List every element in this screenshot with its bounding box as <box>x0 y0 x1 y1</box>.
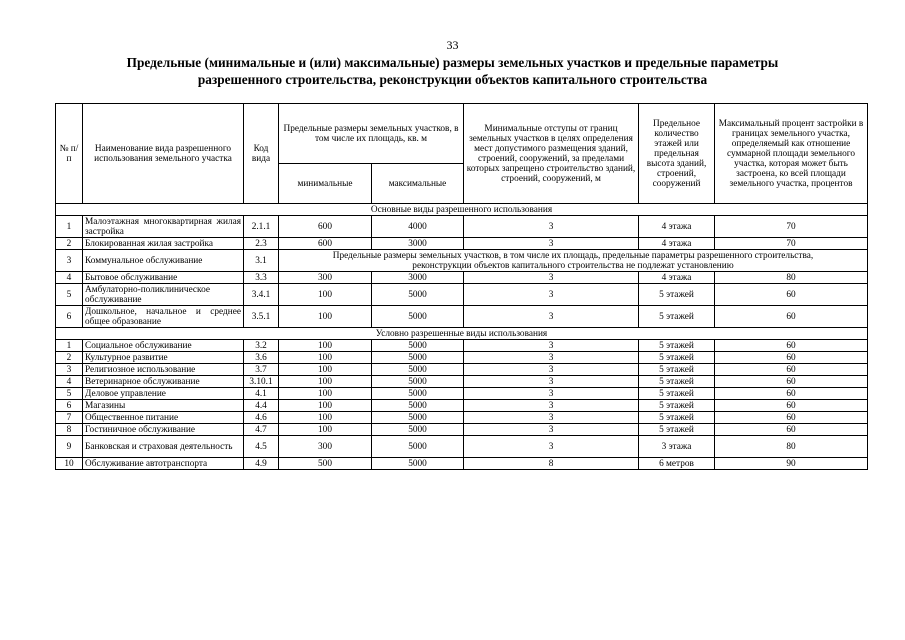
cell-coverage: 60 <box>715 284 868 306</box>
cell-name: Коммунальное обслуживание <box>83 250 244 272</box>
cell-max: 5000 <box>372 284 464 306</box>
cell-code: 4.6 <box>244 412 279 424</box>
cell-floors: 6 метров <box>639 458 715 470</box>
header-coverage: Максимальный процент застройки в границах земельного участка, определяемый как отношение суммарной площади земельного участка, которая может быть застроена, ко всей площади земельного участка, процентов <box>715 104 868 204</box>
cell-floors: 5 этажей <box>639 340 715 352</box>
cell-code: 3.10.1 <box>244 376 279 388</box>
cell-min: 300 <box>279 436 372 458</box>
cell-name: Банковская и страховая деятельность <box>83 436 244 458</box>
cell-min: 100 <box>279 284 372 306</box>
cell-min: 100 <box>279 412 372 424</box>
cell-max: 3000 <box>372 238 464 250</box>
section-conditional-uses: Условно разрешенные виды использования <box>56 328 868 340</box>
cell-max: 5000 <box>372 364 464 376</box>
cell-coverage: 70 <box>715 216 868 238</box>
cell-max: 4000 <box>372 216 464 238</box>
cell-floors: 4 этажа <box>639 216 715 238</box>
page-number: 33 <box>446 38 459 52</box>
cell-num: 7 <box>56 412 83 424</box>
cell-coverage: 60 <box>715 340 868 352</box>
cell-name: Магазины <box>83 400 244 412</box>
cell-max: 5000 <box>372 388 464 400</box>
cell-setback: 3 <box>464 412 639 424</box>
cell-name: Блокированная жилая застройка <box>83 238 244 250</box>
cell-coverage: 60 <box>715 412 868 424</box>
land-use-parameters-table <box>55 103 868 470</box>
cell-num: 5 <box>56 388 83 400</box>
cell-min: 600 <box>279 238 372 250</box>
cell-min: 100 <box>279 424 372 436</box>
cell-min: 500 <box>279 458 372 470</box>
cell-setback: 3 <box>464 306 639 328</box>
cell-max: 5000 <box>372 458 464 470</box>
cell-floors: 5 этажей <box>639 400 715 412</box>
cell-name: Обслуживание автотранспорта <box>83 458 244 470</box>
cell-min: 100 <box>279 376 372 388</box>
cell-num: 3 <box>56 364 83 376</box>
table-row <box>56 340 868 352</box>
table-row <box>56 424 868 436</box>
cell-code: 3.5.1 <box>244 306 279 328</box>
cell-coverage: 70 <box>715 238 868 250</box>
cell-setback: 3 <box>464 284 639 306</box>
cell-num: 10 <box>56 458 83 470</box>
table-row <box>56 306 868 328</box>
note-line-2: реконструкции объектов капитального строительства не подлежат установлению <box>412 260 734 271</box>
table-row <box>56 400 868 412</box>
title-line-2: разрешенного строительства, реконструкции объектов капитального строительства <box>197 72 708 87</box>
cell-setback: 3 <box>464 400 639 412</box>
cell-num: 4 <box>56 376 83 388</box>
cell-coverage: 60 <box>715 352 868 364</box>
cell-floors: 4 этажа <box>639 272 715 284</box>
cell-coverage: 60 <box>715 376 868 388</box>
cell-code: 4.5 <box>244 436 279 458</box>
section-main-uses: Основные виды разрешенного использования <box>56 204 868 216</box>
cell-floors: 5 этажей <box>639 376 715 388</box>
table-row <box>56 412 868 424</box>
header-max: максимальные <box>372 164 464 204</box>
cell-code: 4.1 <box>244 388 279 400</box>
cell-name: Общественное питание <box>83 412 244 424</box>
cell-floors: 5 этажей <box>639 364 715 376</box>
cell-num: 6 <box>56 400 83 412</box>
cell-floors: 3 этажа <box>639 436 715 458</box>
cell-name: Ветеринарное обслуживание <box>83 376 244 388</box>
cell-name: Деловое управление <box>83 388 244 400</box>
cell-max: 5000 <box>372 400 464 412</box>
cell-num: 9 <box>56 436 83 458</box>
cell-max: 5000 <box>372 376 464 388</box>
cell-num: 3 <box>56 250 83 272</box>
table-row <box>56 250 868 272</box>
cell-code: 2.1.1 <box>244 216 279 238</box>
cell-num: 6 <box>56 306 83 328</box>
cell-num: 1 <box>56 216 83 238</box>
cell-name: Религиозное использование <box>83 364 244 376</box>
cell-floors: 5 этажей <box>639 412 715 424</box>
cell-name: Социальное обслуживание <box>83 340 244 352</box>
cell-setback: 3 <box>464 424 639 436</box>
cell-code: 2.3 <box>244 238 279 250</box>
cell-name: Амбулаторно-поликлиническое обслуживание <box>83 284 244 306</box>
cell-max: 5000 <box>372 436 464 458</box>
cell-setback: 3 <box>464 340 639 352</box>
cell-coverage: 90 <box>715 458 868 470</box>
cell-coverage: 60 <box>715 364 868 376</box>
cell-floors: 5 этажей <box>639 352 715 364</box>
cell-setback: 3 <box>464 216 639 238</box>
table-row <box>56 376 868 388</box>
cell-max: 5000 <box>372 306 464 328</box>
cell-code: 4.9 <box>244 458 279 470</box>
cell-min: 100 <box>279 352 372 364</box>
cell-num: 5 <box>56 284 83 306</box>
cell-code: 4.7 <box>244 424 279 436</box>
header-number: № п/п <box>56 104 83 204</box>
cell-min: 100 <box>279 400 372 412</box>
cell-coverage: 80 <box>715 272 868 284</box>
cell-code: 3.6 <box>244 352 279 364</box>
cell-setback: 8 <box>464 458 639 470</box>
cell-code: 3.7 <box>244 364 279 376</box>
cell-name: Бытовое обслуживание <box>83 272 244 284</box>
header-use-name: Наименование вида разрешенного использования земельного участка <box>83 104 244 204</box>
cell-coverage: 60 <box>715 424 868 436</box>
cell-code: 3.3 <box>244 272 279 284</box>
title-line-1: Предельные (минимальные и (или) максимальные) размеры земельных участков и предельные параметры <box>126 55 779 70</box>
cell-code: 3.2 <box>244 340 279 352</box>
cell-max: 5000 <box>372 340 464 352</box>
table-row <box>56 272 868 284</box>
cell-num: 2 <box>56 238 83 250</box>
cell-name: Дошкольное, начальное и среднее общее образование <box>83 306 244 328</box>
cell-setback: 3 <box>464 238 639 250</box>
cell-setback: 3 <box>464 352 639 364</box>
cell-name: Малоэтажная многоквартирная жилая застройка <box>83 216 244 238</box>
table-row <box>56 238 868 250</box>
header-floors: Предельное количество этажей или предельная высота зданий, строений, сооружений <box>639 104 715 204</box>
cell-coverage: 60 <box>715 306 868 328</box>
header-min: минимальные <box>279 164 372 204</box>
cell-num: 2 <box>56 352 83 364</box>
cell-num: 1 <box>56 340 83 352</box>
cell-coverage: 60 <box>715 400 868 412</box>
cell-num: 4 <box>56 272 83 284</box>
table-row <box>56 216 868 238</box>
cell-setback: 3 <box>464 436 639 458</box>
table-row <box>56 436 868 458</box>
document-title <box>40 54 865 88</box>
cell-min: 600 <box>279 216 372 238</box>
cell-setback: 3 <box>464 364 639 376</box>
cell-floors: 5 этажей <box>639 284 715 306</box>
cell-coverage: 60 <box>715 388 868 400</box>
cell-name: Гостиничное обслуживание <box>83 424 244 436</box>
cell-floors: 4 этажа <box>639 238 715 250</box>
cell-min: 300 <box>279 272 372 284</box>
header-code: Код вида <box>244 104 279 204</box>
cell-floors: 5 этажей <box>639 388 715 400</box>
cell-code: 3.1 <box>244 250 279 272</box>
header-setbacks: Минимальные отступы от границ земельных участков в целях определения мест допустимого размещения зданий, строений, сооружений, за пределами которых запрещено строительство зданий, строений, сооружений, м <box>464 104 639 204</box>
cell-setback: 3 <box>464 388 639 400</box>
cell-floors: 5 этажей <box>639 424 715 436</box>
cell-max: 5000 <box>372 412 464 424</box>
cell-max: 3000 <box>372 272 464 284</box>
cell-num: 8 <box>56 424 83 436</box>
table-row <box>56 352 868 364</box>
cell-setback: 3 <box>464 376 639 388</box>
cell-name: Культурное развитие <box>83 352 244 364</box>
table-row <box>56 388 868 400</box>
cell-code: 4.4 <box>244 400 279 412</box>
cell-floors: 5 этажей <box>639 306 715 328</box>
table-row <box>56 284 868 306</box>
cell-min: 100 <box>279 306 372 328</box>
cell-max: 5000 <box>372 352 464 364</box>
cell-min: 100 <box>279 388 372 400</box>
header-plot-sizes: Предельные размеры земельных участков, в том числе их площадь, кв. м <box>279 104 464 164</box>
cell-min: 100 <box>279 340 372 352</box>
note-line-1: Предельные размеры земельных участков, в том числе их площадь, предельные параметры разрешенного строительства, <box>332 250 814 261</box>
cell-setback: 3 <box>464 272 639 284</box>
cell-code: 3.4.1 <box>244 284 279 306</box>
table-row <box>56 364 868 376</box>
cell-min: 100 <box>279 364 372 376</box>
cell-max: 5000 <box>372 424 464 436</box>
cell-not-applicable-note <box>279 250 868 272</box>
cell-coverage: 80 <box>715 436 868 458</box>
table-row <box>56 458 868 470</box>
